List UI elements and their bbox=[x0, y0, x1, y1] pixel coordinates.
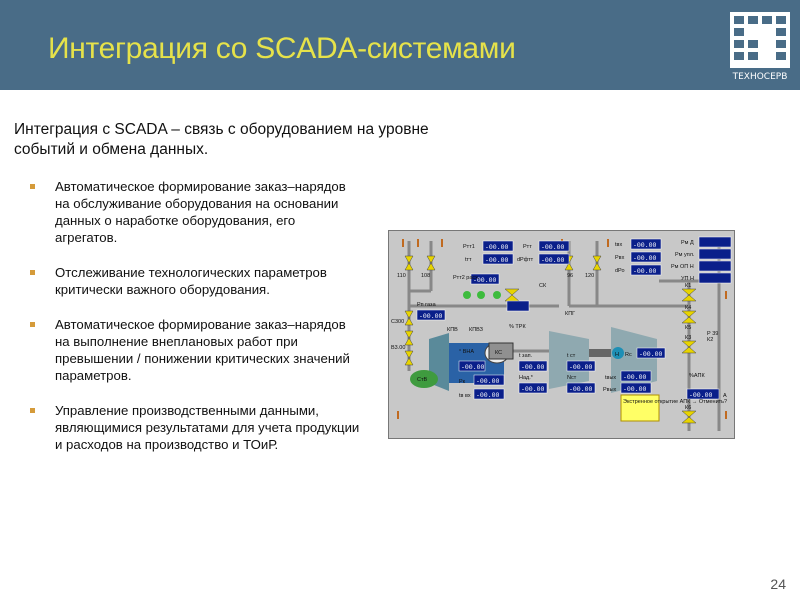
scada-label: СК bbox=[539, 283, 547, 289]
bullet-item: Отслеживание технологических параметров критически важного оборудования. bbox=[30, 264, 360, 298]
scada-label: Ртт bbox=[523, 244, 532, 250]
scada-label: ° ВНА bbox=[459, 349, 475, 355]
scada-label: Рм ОП Н bbox=[671, 264, 694, 270]
bullet-item: Автоматическое формирование заказ–нарядов на обслуживание оборудования на основании данных о наработке оборудования, его агрегатов. bbox=[30, 178, 360, 246]
scada-label: Р 39 bbox=[707, 331, 719, 337]
scada-label: Рк bbox=[459, 379, 466, 385]
scada-label: КПВ bbox=[447, 327, 458, 333]
scada-label: К5 bbox=[685, 325, 692, 331]
scada-label: 120 bbox=[585, 273, 595, 279]
scada-value: -00.00 bbox=[689, 392, 713, 399]
bullet-item: Автоматическое формирование заказ–нарядов на выполнение внеплановых работ при превышении / понижении критических значений параметров. bbox=[30, 316, 360, 384]
scada-value: -00.00 bbox=[541, 257, 565, 264]
scada-label: Rc bbox=[625, 352, 632, 358]
scada-label: dРо bbox=[615, 268, 625, 274]
scada-value: -00.00 bbox=[476, 392, 500, 399]
logo-text: ТЕХНОСЕРВ bbox=[732, 72, 788, 82]
intro-text: Интеграция с SCADA – связь с оборудованием на уровне событий и обмена данных. bbox=[14, 121, 429, 158]
scada-emergency-label: Экстренное открытие АПК → Отменить? bbox=[623, 399, 728, 405]
scada-label: 108 bbox=[421, 273, 431, 279]
scada-label: %АПК bbox=[689, 373, 705, 379]
scada-value: -00.00 bbox=[633, 242, 657, 249]
scada-label: tвых bbox=[605, 375, 617, 381]
scada-label: Ртт1 bbox=[463, 244, 475, 250]
scada-label: К4 bbox=[685, 305, 692, 311]
scada-label: Nст bbox=[567, 375, 577, 381]
scada-value: -00.00 bbox=[569, 364, 593, 371]
scada-value: -00.00 bbox=[569, 386, 593, 393]
scada-label: t ст bbox=[567, 353, 576, 359]
scada-value: -00.00 bbox=[521, 386, 545, 393]
scada-label: В3.00 bbox=[391, 345, 406, 351]
bullet-list bbox=[30, 178, 360, 471]
scada-label: Рп газа bbox=[417, 302, 436, 308]
scada-value: -00.00 bbox=[633, 268, 657, 275]
scada-mnemonic-screenshot bbox=[388, 230, 735, 439]
scada-label: Н bbox=[615, 352, 619, 358]
scada-label: Рвых bbox=[603, 387, 617, 393]
scada-label: УП Н bbox=[681, 276, 694, 282]
page-number: 24 bbox=[770, 576, 786, 592]
logo-grid-icon bbox=[728, 10, 792, 70]
scada-label: 96 bbox=[567, 273, 574, 279]
scada-label: tтт bbox=[465, 257, 472, 263]
scada-value: -00.00 bbox=[623, 386, 647, 393]
scada-label: СтВ bbox=[417, 377, 428, 383]
scada-label: КС bbox=[495, 350, 503, 356]
scada-label: t зап. bbox=[519, 353, 533, 359]
scada-label: 110 bbox=[397, 273, 406, 279]
bullet-item: Управление производственными данными, являющимися результатами для учета продукции и расходов на производство и ТОиР. bbox=[30, 402, 360, 453]
page-title: Интеграция со SCADA-системами bbox=[48, 32, 516, 65]
scada-label: Рвх bbox=[615, 255, 625, 261]
scada-value: -00.00 bbox=[473, 277, 497, 284]
scada-label: Над.* bbox=[519, 375, 533, 381]
scada-label: Ртт2 расх. bbox=[453, 275, 480, 281]
scada-label: tвх bbox=[615, 242, 623, 248]
scada-label: Рм Д bbox=[681, 240, 694, 246]
scada-label: КПВЗ bbox=[469, 327, 483, 333]
scada-diagram bbox=[389, 231, 734, 438]
scada-value: -00.00 bbox=[521, 364, 545, 371]
technoserv-logo bbox=[728, 10, 792, 84]
scada-value: -00.00 bbox=[639, 351, 663, 358]
scada-value: -00.00 bbox=[461, 364, 485, 371]
scada-label: С300 bbox=[391, 319, 405, 325]
scada-label: dРфтт bbox=[517, 257, 534, 263]
scada-label: К2 bbox=[707, 337, 714, 343]
scada-value: -00.00 bbox=[485, 257, 509, 264]
scada-label: К6 bbox=[685, 405, 692, 411]
scada-label: К3 bbox=[685, 335, 692, 341]
scada-label: % ТРК bbox=[509, 324, 526, 330]
scada-label: КПГ bbox=[565, 311, 576, 317]
scada-value: -00.00 bbox=[419, 313, 443, 320]
scada-value: -00.00 bbox=[633, 255, 657, 262]
scada-label: Рм упл. bbox=[675, 252, 695, 258]
scada-label: tв вх bbox=[459, 393, 471, 399]
scada-value: -00.00 bbox=[485, 244, 509, 251]
scada-label: К1 bbox=[685, 283, 692, 289]
scada-value: -00.00 bbox=[623, 374, 647, 381]
scada-value: -00.00 bbox=[476, 378, 500, 385]
scada-label: А bbox=[723, 393, 727, 399]
title-bar bbox=[0, 0, 800, 90]
scada-value: -00.00 bbox=[541, 244, 565, 251]
